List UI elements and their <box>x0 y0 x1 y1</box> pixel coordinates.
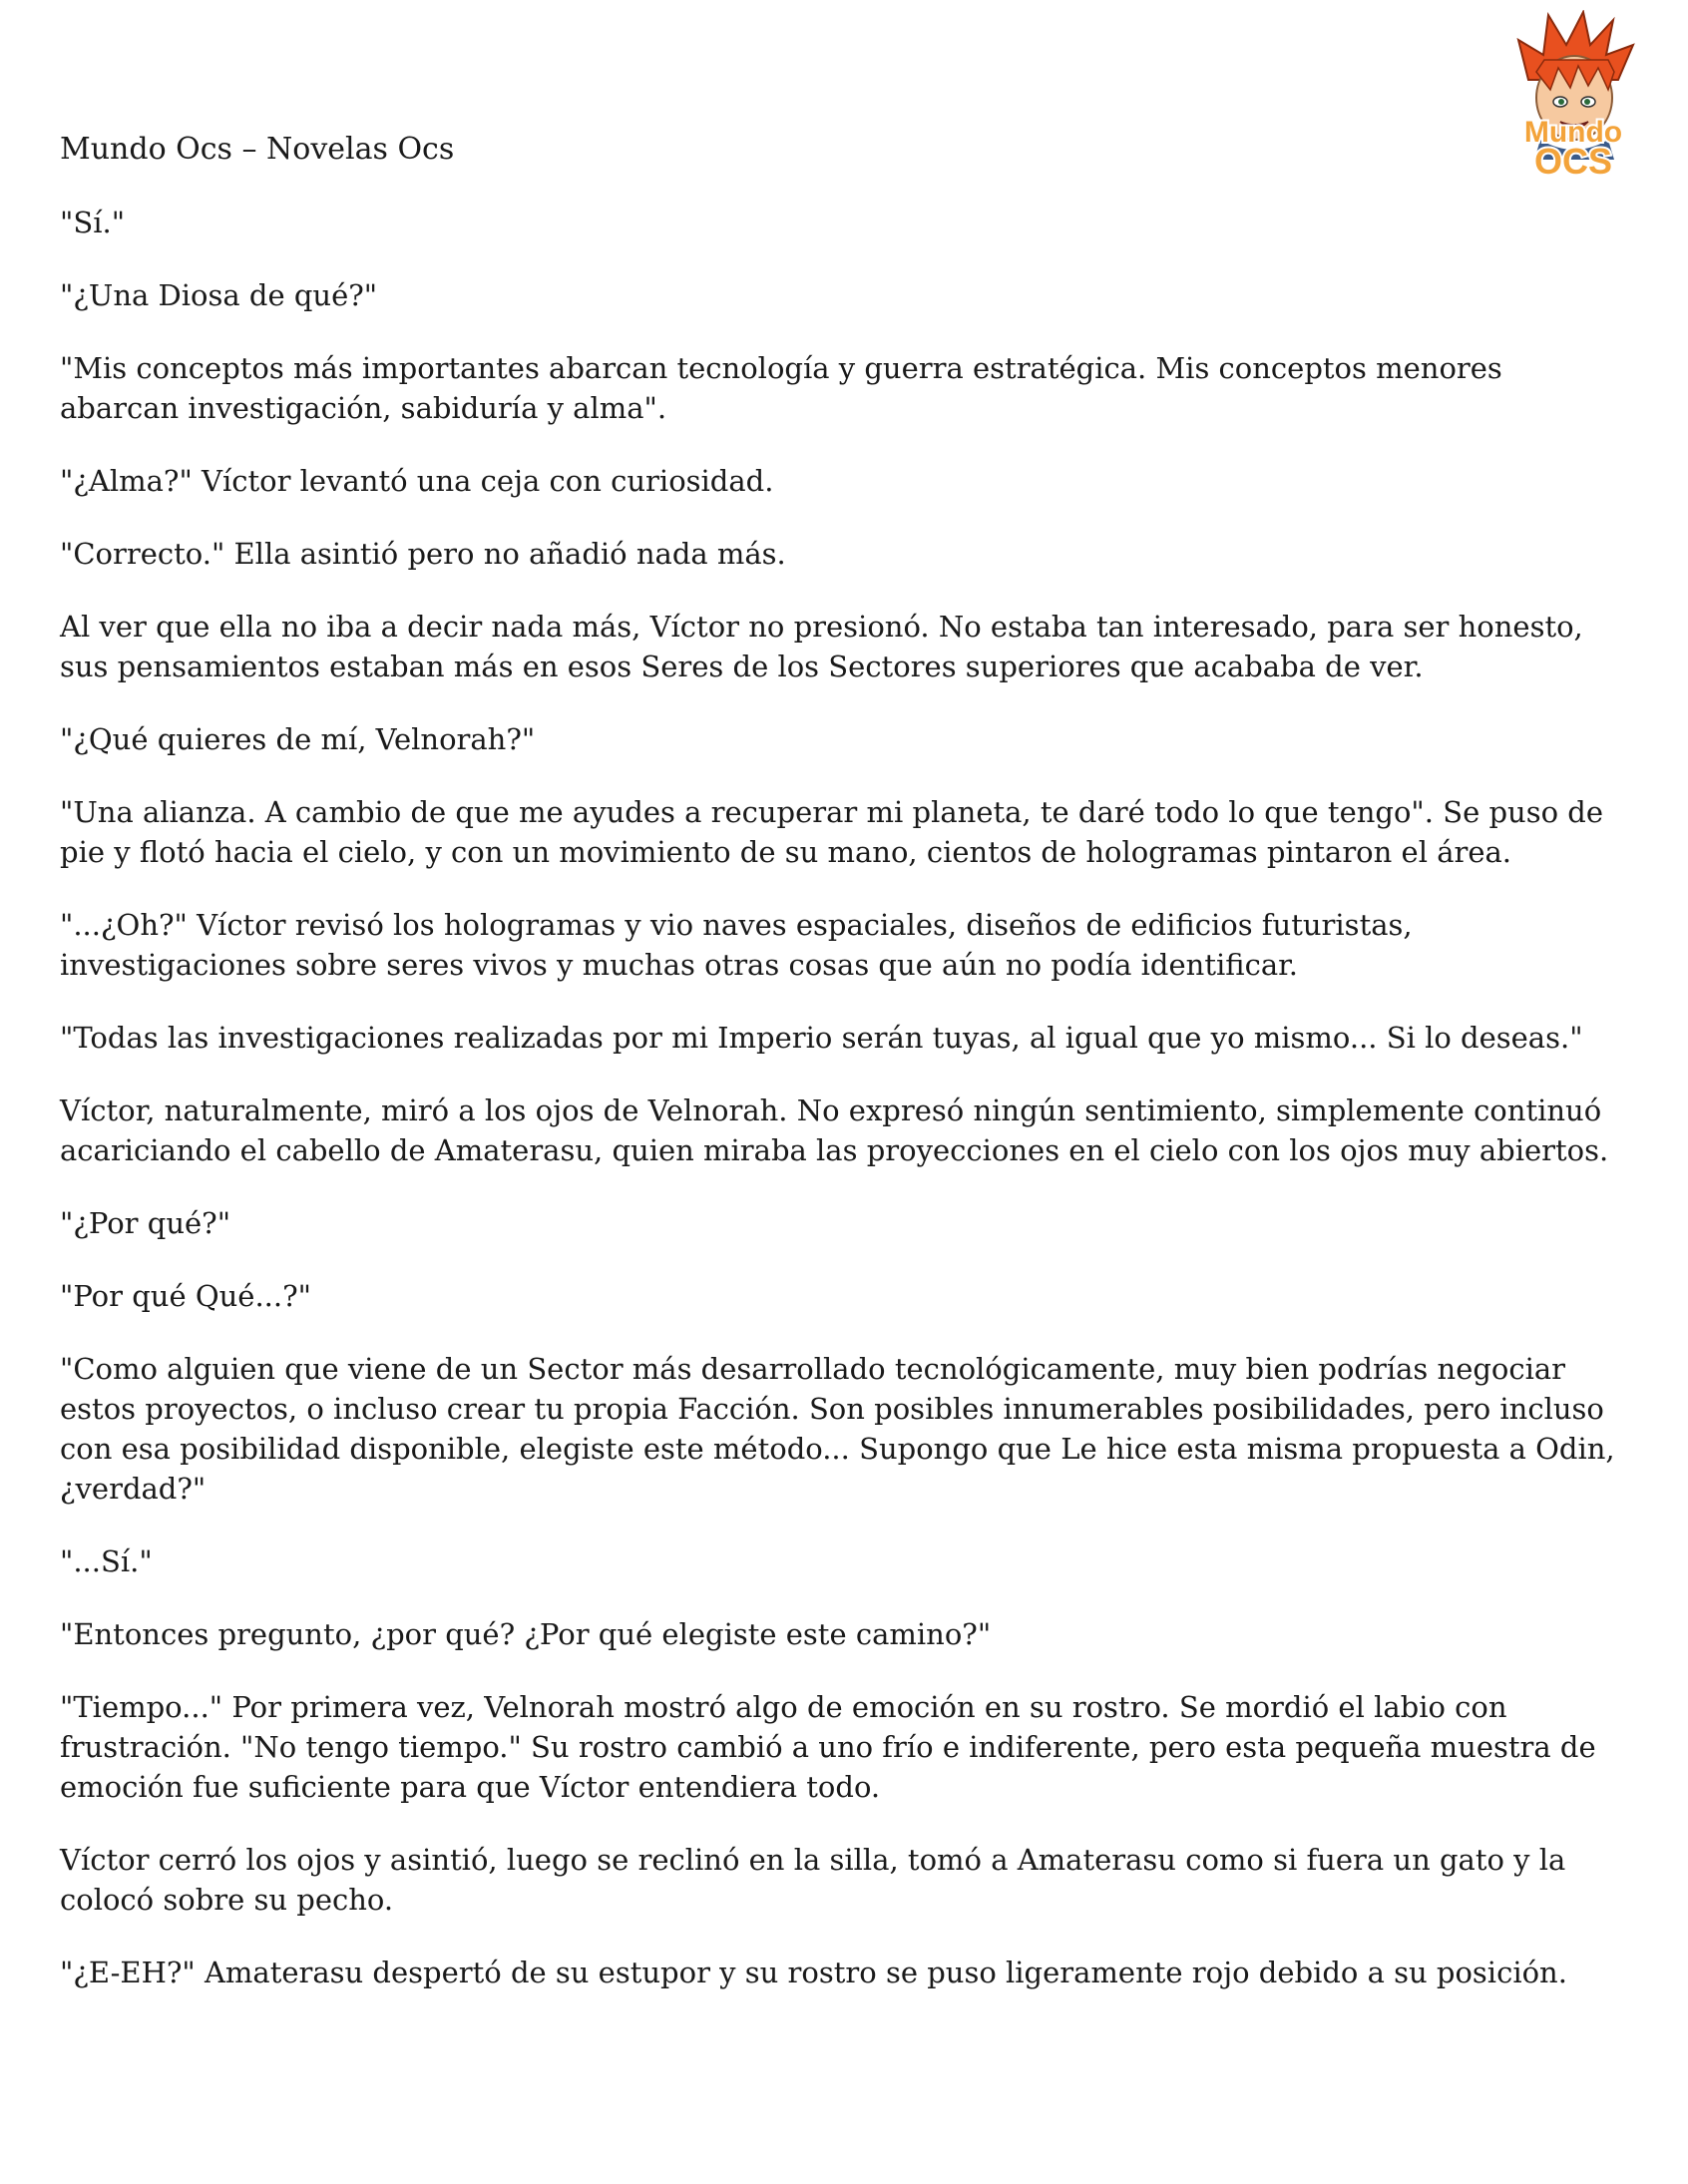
page-header: Mundo Ocs – Novelas Ocs <box>60 132 455 167</box>
paragraph: "¿Alma?" Víctor levantó una ceja con curiosidad. <box>60 464 774 498</box>
paragraph: "Correcto." Ella asintió pero no añadió nada más. <box>60 537 786 571</box>
paragraph: "...Sí." <box>60 1544 153 1578</box>
paragraph: "Tiempo..." Por primera vez, Velnorah mostró algo de emoción en su rostro. Se mordió el labio con frustración. "No tengo tiempo." Su rostro cambió a uno frío e indiferente, pero esta pequeña muestra de emoción fue suficiente para que Víctor entendiera todo. <box>60 1690 1596 1804</box>
paragraph: "Como alguien que viene de un Sector más desarrollado tecnológicamente, muy bien podrías negociar estos proyectos, o incluso crear tu propia Facción. Son posibles innumerables posibilidades, pero incluso con esa posibilidad disponible, elegiste este método... Supongo que Le hice esta misma propuesta a Odin, ¿verdad?" <box>60 1352 1615 1506</box>
paragraph: "¿Qué quieres de mí, Velnorah?" <box>60 722 536 756</box>
paragraph: Al ver que ella no iba a decir nada más, Víctor no presionó. No estaba tan interesado, para ser honesto, sus pensamientos estaban más en esos Seres de los Sectores superiores que acababa de ver. <box>60 610 1583 683</box>
logo-text-ocs: OCS <box>1533 141 1613 182</box>
story-text <box>60 203 1626 2025</box>
mundo-ocs-logo <box>1488 10 1658 182</box>
paragraph: "¿Por qué?" <box>60 1206 231 1240</box>
paragraph: "Todas las investigaciones realizadas por mi Imperio serán tuyas, al igual que yo mismo... Si lo deseas." <box>60 1021 1583 1055</box>
paragraph: "...¿Oh?" Víctor revisó los hologramas y vio naves espaciales, diseños de edificios futuristas, investigaciones sobre seres vivos y muchas otras cosas que aún no podía identificar. <box>60 908 1413 982</box>
paragraph: "¿E-EH?" Amaterasu despertó de su estupor y su rostro se puso ligeramente rojo debido a su posición. <box>60 1956 1567 1989</box>
paragraph: "Entonces pregunto, ¿por qué? ¿Por qué elegiste este camino?" <box>60 1617 992 1651</box>
paragraph: "Mis conceptos más importantes abarcan tecnología y guerra estratégica. Mis conceptos menores abarcan investigación, sabiduría y alma". <box>60 351 1502 425</box>
paragraph: Víctor cerró los ojos y asintió, luego se reclinó en la silla, tomó a Amaterasu como si fuera un gato y la colocó sobre su pecho. <box>60 1843 1566 1917</box>
paragraph: "¿Una Diosa de qué?" <box>60 278 378 312</box>
logo-graphic <box>1488 10 1658 182</box>
paragraph: Víctor, naturalmente, miró a los ojos de Velnorah. No expresó ningún sentimiento, simplemente continuó acariciando el cabello de Amaterasu, quien miraba las proyecciones en el cielo con los ojos muy abiertos. <box>60 1093 1609 1167</box>
logo-text-mundo: Mundo <box>1523 116 1623 149</box>
paragraph: "Sí." <box>60 206 126 239</box>
paragraph: "Por qué Qué...?" <box>60 1279 311 1313</box>
paragraph: "Una alianza. A cambio de que me ayudes a recuperar mi planeta, te daré todo lo que tengo". Se puso de pie y flotó hacia el cielo, y con un movimiento de su mano, cientos de hologramas pintaron el área. <box>60 795 1603 869</box>
